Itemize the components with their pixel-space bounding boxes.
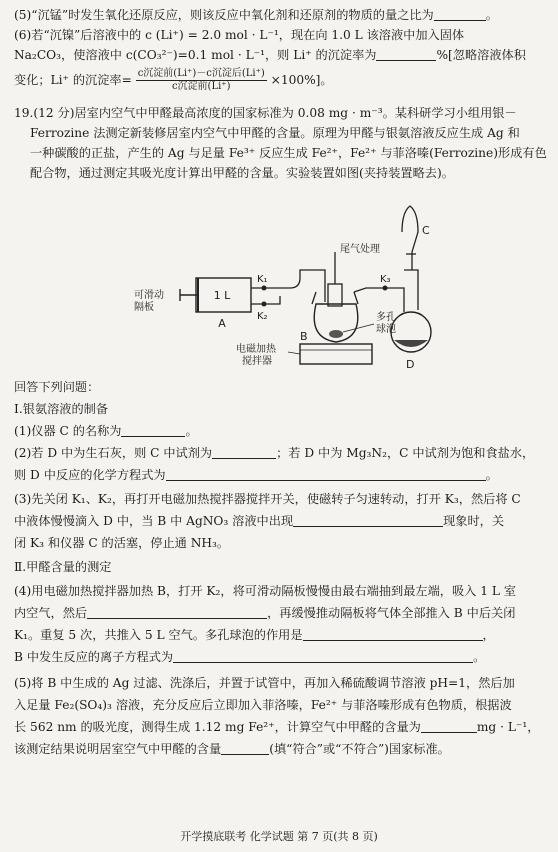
answer-blank — [293, 513, 443, 527]
page-footer: 开学摸底联考 化学试题 第 7 页(共 8 页) — [180, 830, 378, 843]
tube-k3 — [354, 288, 404, 312]
answer-intro: 回答下列问题： — [14, 380, 100, 394]
answer-blank — [376, 47, 436, 61]
question-5b-line4: 该测定结果说明居室空气中甲醛的含量 (填“符合”或“不符合”)国家标准。 — [14, 742, 450, 756]
question-4-line1: (4)用电磁加热搅拌器加热 B，打开 K₂，将可滑动隔板慢慢由最右端抽到最左端，吸入 1 L 室 — [14, 584, 516, 598]
question-4-line2: 内空气，然后 ，再缓慢推动隔板将气体全部推入 B 中后关闭 — [14, 606, 516, 620]
label-a: A — [218, 317, 226, 330]
answer-blank — [421, 719, 477, 733]
funnel-c — [402, 206, 418, 270]
label-d: D — [406, 358, 415, 371]
label-k3: K₃ — [380, 274, 391, 285]
question-5b-line2: 入足量 Fe₂(SO₄)₃ 溶液，充分反应后立即加入菲洛嗪，Fe²⁺ 与菲洛嗪形成有色物质，根据波 — [14, 698, 512, 712]
valve-k2 — [262, 302, 267, 307]
movable-plate-label-2: 隔板 — [134, 302, 154, 313]
answer-blank — [212, 445, 276, 459]
question-5b-line1: (5)将 B 中生成的 Ag 过滤、洗涤后，并置于试管中，再加入稀硫酸调节溶液 pH=1，然后加 — [14, 676, 515, 690]
question-2-line1: (2)若 D 中为生石灰，则 C 中试剂为 ；若 D 中为 Mg₃N₂，C 中试剂为饱和食盐水， — [14, 446, 535, 460]
question-2-line2: 则 D 中反应的化学方程式为 。 — [14, 468, 498, 482]
apparatus-diagram — [134, 192, 440, 372]
label-c: C — [422, 224, 430, 237]
question-6-line2: Na₂CO₃，使溶液中 c(CO₃²⁻)=0.1 mol · L⁻¹，则 Li⁺ 的沉淀率为 %[忽略溶液体积 — [14, 48, 526, 62]
valve-k3 — [383, 286, 388, 291]
porous-bulb-label-2: 球泡 — [376, 324, 396, 335]
valve-k1 — [262, 286, 267, 291]
porous-bulb — [329, 330, 343, 338]
answer-blank — [121, 423, 185, 437]
tail-gas-label: 尾气处理 — [340, 244, 380, 255]
question-3-line1: (3)先关闭 K₁、K₂，再打开电磁加热搅拌器搅拌开关，使磁转子匀速转动，打开 K₃，然后将 C — [14, 492, 521, 506]
question-3-line2: 中液体慢慢滴入 D 中，当 B 中 AgNO₃ 溶液中出现 现象时，关 — [14, 514, 505, 528]
question-19-line1: 19.(12 分)居室内空气中甲醛最高浓度的国家标准为 0.08 mg · m⁻³。某科研学习小组用银－ — [14, 106, 517, 120]
question-1: (1)仪器 C 的名称为 。 — [14, 424, 198, 438]
answer-blank — [87, 605, 267, 619]
label-k1: K₁ — [257, 274, 268, 285]
volume-label: 1 L — [213, 289, 231, 302]
porous-bulb-label-1: 多孔 — [376, 312, 396, 323]
question-6-line1: (6)若“沉镍”后溶液中的 c (Li⁺) = 2.0 mol · L⁻¹，现在向 1.0 L 该溶液中加入固体 — [14, 28, 465, 42]
question-5b-line3: 长 562 nm 的吸光度，测得生成 1.12 mg Fe²⁺，计算空气中甲醛的含量为 mg · L⁻¹， — [14, 720, 540, 734]
section-1-heading: Ⅰ.银氨溶液的制备 — [14, 402, 109, 416]
answer-blank — [434, 7, 486, 21]
answer-blank — [221, 741, 269, 755]
answer-blank — [303, 627, 483, 641]
question-19-line2: Ferrozine 法测定新装修居室内空气中甲醛的含量。原理为甲醛与银氨溶液反应生成 Ag 和 — [30, 126, 520, 140]
stirrer-label-2: 搅拌器 — [242, 356, 272, 367]
question-19-line4: 配合物，通过测定其吸光度计算出甲醛的含量。实验装置如图(夹持装置略去)。 — [30, 166, 454, 180]
answer-blank — [173, 649, 473, 663]
stirrer-label-1: 电磁加热 — [236, 344, 276, 355]
section-2-heading: Ⅱ.甲醛含量的测定 — [14, 560, 112, 574]
question-5: (5)“沉锰”时发生氧化还原反应，则该反应中氧化剂和还原剂的物质的量之比为 。 — [14, 8, 498, 22]
movable-plate-label-1: 可滑动 — [134, 290, 164, 301]
question-3-line3: 闭 K₃ 和仪器 C 的活塞，停止通 NH₃。 — [14, 536, 230, 550]
magnetic-stirrer — [300, 344, 372, 364]
question-4-line4: B 中发生反应的离子方程式为 。 — [14, 650, 486, 664]
question-4-line3: K₁。重复 5 次，共推入 5 L 空气。多孔球泡的作用是 ， — [14, 628, 495, 642]
precipitation-rate-fraction: $\frac{\text{c沉淀前(Li⁺)－c沉淀后(Li⁺)}}{\text{c沉淀前(Li⁺)}}$ — [137, 68, 265, 92]
label-b: B — [300, 330, 308, 343]
label-k2: K₂ — [257, 311, 268, 322]
question-6-line3: 变化；Li⁺ 的沉淀率= $\frac{\text{c沉淀前(Li⁺)－c沉淀后(Li⁺)}}{\text{c沉淀前(Li⁺)}}$ ×100%]。 — [14, 68, 333, 92]
question-19-line3: 一种碳酸的正盐，产生的 Ag 与足量 Fe³⁺ 反应生成 Fe²⁺，Fe²⁺ 与菲洛嗪(Ferrozine)形成有色 — [30, 146, 547, 160]
answer-blank — [166, 467, 486, 481]
